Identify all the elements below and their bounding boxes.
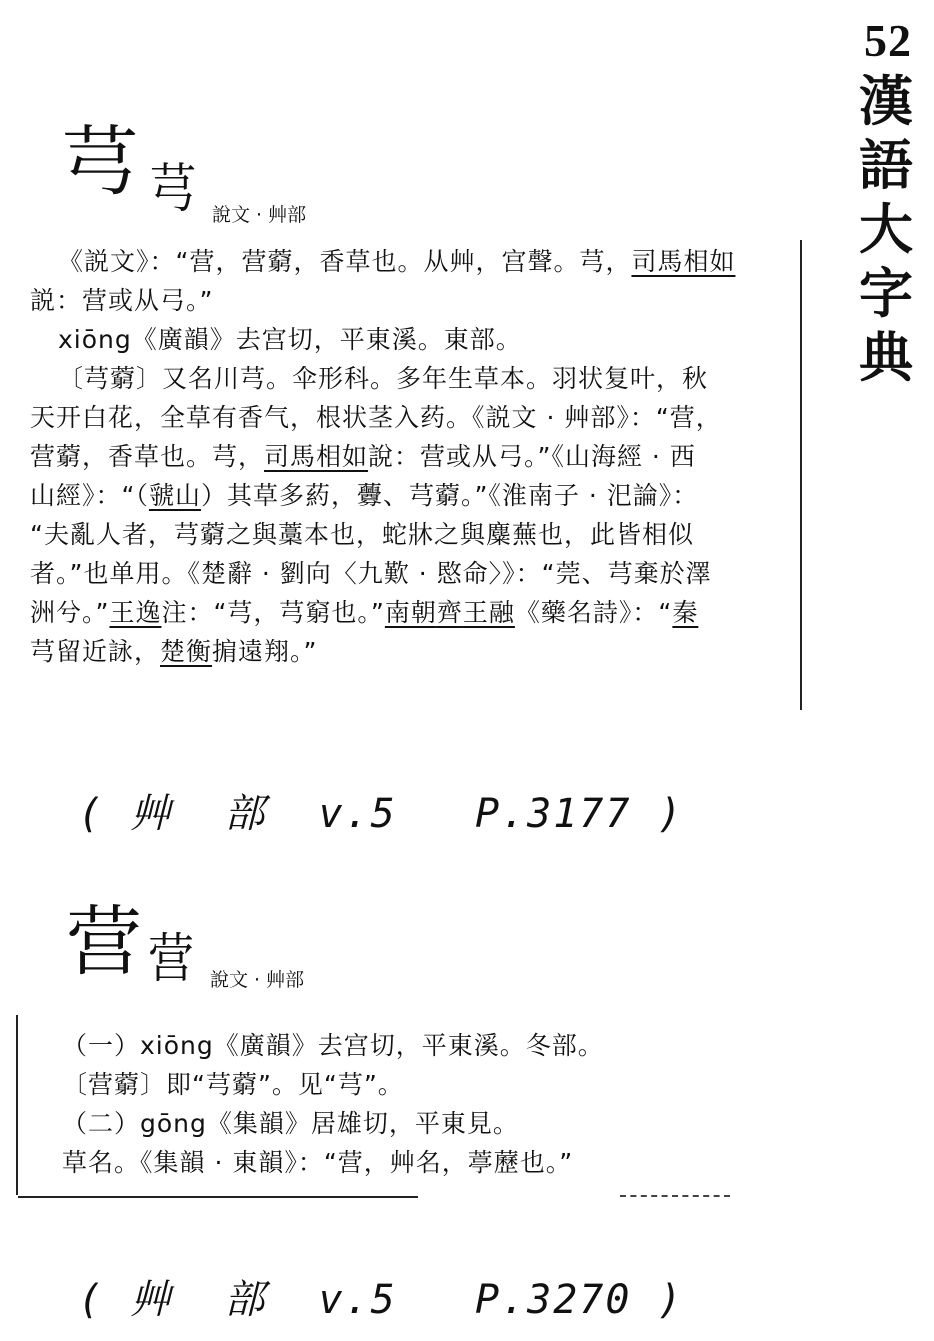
person-name: 司馬相如 bbox=[631, 247, 736, 276]
entry1-right-rule bbox=[800, 240, 802, 710]
book-title-char: 漢 bbox=[859, 70, 913, 133]
entry1-line: 〔芎藭〕又名川芎。伞形科。多年生草本。羽状复叶，秋 bbox=[58, 364, 709, 393]
entry1-seal-script: 芎 bbox=[150, 156, 196, 220]
handwritten-note: ( 艸 部 v.5 P.3177 ) bbox=[78, 791, 684, 837]
place-name: 秦 bbox=[672, 598, 699, 627]
entry1-line: 山經》：“（ bbox=[30, 481, 149, 510]
place-name: 楚衡 bbox=[160, 637, 213, 666]
book-title-char: 典 bbox=[859, 326, 913, 389]
book-title-char: 字 bbox=[859, 262, 913, 325]
entry1-line: “夫亂人者，芎藭之與藁本也，蛇牀之與麋蕪也，此皆相似 bbox=[30, 520, 694, 549]
book-title bbox=[856, 70, 916, 390]
entry1-line: 說：营或从弓。”《山海經 · 西 bbox=[368, 442, 696, 471]
entry1-line: 掮遠翔。” bbox=[212, 637, 318, 666]
dynasty-name: 齊 bbox=[436, 598, 463, 627]
entry1-line: 《説文》：“营，营藭，香草也。从艸，宫聲。芎， bbox=[58, 247, 632, 276]
entry1-line: 者。”也单用。《楚辭 · 劉向〈九歎 · 愍命〉》：“莞、芎棄於澤 bbox=[30, 559, 712, 588]
person-name: 王逸 bbox=[109, 598, 162, 627]
entry2-seal-script: 营 bbox=[148, 926, 194, 990]
place-name: 虢山 bbox=[148, 481, 201, 510]
dynasty-name: 南朝 bbox=[384, 598, 437, 627]
entry2-source: 說文 · 艸部 bbox=[210, 969, 305, 991]
entry2-line: （一）xiōng《廣韻》去宫切，平東溪。冬部。 bbox=[62, 1031, 604, 1060]
entry1-headword: 芎 bbox=[62, 117, 138, 206]
entry1-line: 营藭，香草也。芎， bbox=[30, 442, 265, 471]
entry1-line: 説：营或从弓。” bbox=[30, 286, 214, 315]
entry1-source: 說文 · 艸部 bbox=[212, 204, 307, 226]
entry2-left-rule bbox=[16, 1015, 18, 1195]
entry2-line: 草名。《集韻 · 東韻》：“营，艸名，葶藶也。” bbox=[62, 1148, 574, 1177]
person-name: 司馬相如 bbox=[264, 442, 369, 471]
entry2-bottom-dash bbox=[620, 1195, 730, 1197]
book-title-char: 大 bbox=[859, 198, 913, 261]
book-title-char: 語 bbox=[859, 134, 913, 197]
entry2-bottom-rule bbox=[18, 1196, 418, 1198]
entry2-headword: 营 bbox=[66, 897, 142, 986]
entry1-pronunciation: xiōng《廣韻》去宫切，平東溪。東部。 bbox=[58, 325, 522, 354]
entry1-body bbox=[30, 242, 735, 671]
entry1-line: 芎留近詠， bbox=[30, 637, 161, 666]
person-name: 王融 bbox=[462, 598, 515, 627]
entry1-line: 洲兮。” bbox=[30, 598, 110, 627]
entry1-line: 天开白花，全草有香气，根状茎入药。《説文 · 艸部》：“营， bbox=[30, 403, 722, 432]
entry1-line: 《藥名詩》：“ bbox=[514, 598, 673, 627]
entry1-line: 注：“芎，芎窮也。” bbox=[161, 598, 385, 627]
page-number: 52 bbox=[864, 15, 912, 66]
entry2-line: （二）gōng《集韻》居雄切，平東見。 bbox=[62, 1109, 519, 1138]
entry1-line: ）其草多葯，虋、芎藭。”《淮南子 · 汜論》： bbox=[200, 481, 699, 510]
entry2-body bbox=[62, 1026, 604, 1182]
handwritten-note: ( 艸 部 v.5 P.3270 ) bbox=[78, 1277, 684, 1323]
entry2-line: 〔营藭〕即“芎藭”。见“芎”。 bbox=[62, 1070, 404, 1099]
